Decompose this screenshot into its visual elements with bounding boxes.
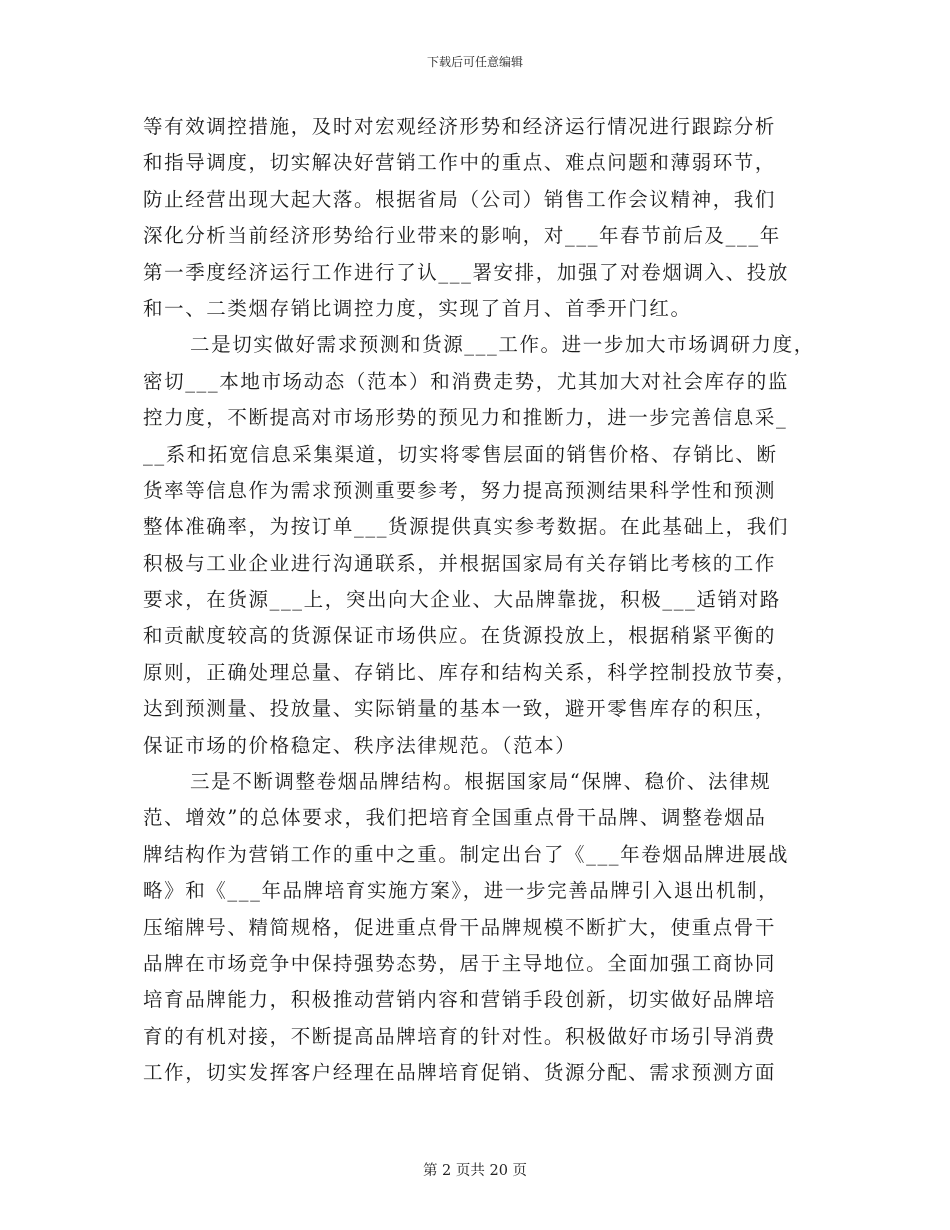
text-line: 范、增效”的总体要求，我们把培育全国重点骨干品牌、调整卷烟品 xyxy=(143,806,767,830)
text-line: 控力度，不断提高对市场形势的预见力和推断力，进一步完善信息采_ xyxy=(143,406,788,430)
text-line: 和贡献度较高的货源保证市场供应。在货源投放上，根据稍紧平衡的 xyxy=(143,624,777,648)
text-line: 培育品牌能力，积极推动营销内容和营销手段创新，切实做好品牌培 xyxy=(143,988,777,1012)
text-line: 略》和《___年品牌培育实施方案》，进一步完善品牌引入退出机制， xyxy=(143,879,780,903)
text-line: 二是切实做好需求预测和货源___工作。进一步加大市场调研力度， xyxy=(190,333,815,357)
text-line: 货率等信息作为需求预测重要参考，努力提高预测结果科学性和预测 xyxy=(143,478,777,502)
text-line: 和一、二类烟存销比调控力度，实现了首月、首季开门红。 xyxy=(143,296,692,320)
page-footer: 第 2 页共 20 页 xyxy=(422,1163,528,1179)
document-body xyxy=(143,109,815,1092)
text-line: 和指导调度，切实解决好营销工作中的重点、难点问题和薄弱环节， xyxy=(143,151,777,175)
text-line: 积极与工业企业进行沟通联系，并根据国家局有关存销比考核的工作 xyxy=(143,551,777,575)
text-line: __系和拓宽信息采集渠道，切实将零售层面的销售价格、存销比、断 xyxy=(143,442,778,466)
text-line: 第一季度经济运行工作进行了认___署安排，加强了对卷烟调入、投放 xyxy=(143,260,789,284)
text-line: 达到预测量、投放量、实际销量的基本一致，避开零售库存的积压， xyxy=(143,697,777,721)
text-line: 三是不断调整卷烟品牌结构。根据国家局“保牌、稳价、法律规 xyxy=(190,770,772,794)
text-line: 防止经营出现大起大落。根据省局（公司）销售工作会议精神，我们 xyxy=(143,187,777,211)
text-line: 压缩牌号、精简规格，促进重点骨干品牌规模不断扩大，使重点骨干 xyxy=(143,915,777,939)
text-line: 密切___本地市场动态（范本）和消费走势，尤其加大对社会库存的监 xyxy=(143,369,789,393)
text-line: 等有效调控措施，及时对宏观经济形势和经济运行情况进行跟踪分析 xyxy=(143,115,777,138)
text-line: 工作，切实发挥客户经理在品牌培育促销、货源分配、需求预测方面 xyxy=(143,1061,777,1085)
text-line: 保证市场的价格稳定、秩序法律规范。（范本） xyxy=(143,733,577,757)
text-line: 原则，正确处理总量、存销比、库存和结构关系，科学控制投放节奏， xyxy=(143,660,798,684)
text-line: 要求，在货源___上，突出向大企业、大品牌靠拢，积极___适销对路 xyxy=(143,588,781,612)
text-line: 牌结构作为营销工作的重中之重。制定出台了《___年卷烟品牌进展战 xyxy=(143,842,789,866)
text-line: 育的有机对接，不断提高品牌培育的针对性。积极做好市场引导消费 xyxy=(143,1024,777,1048)
text-line: 深化分析当前经济形势给行业带来的影响，对___年春节前后及___年 xyxy=(143,224,781,248)
text-line: 整体准确率，为按订单___货源提供真实参考数据。在此基础上，我们 xyxy=(143,515,789,539)
page-header: 下载后可任意编辑 xyxy=(426,55,523,69)
text-line: 品牌在市场竞争中保持强势态势，居于主导地位。全面加强工商协同 xyxy=(143,951,777,975)
